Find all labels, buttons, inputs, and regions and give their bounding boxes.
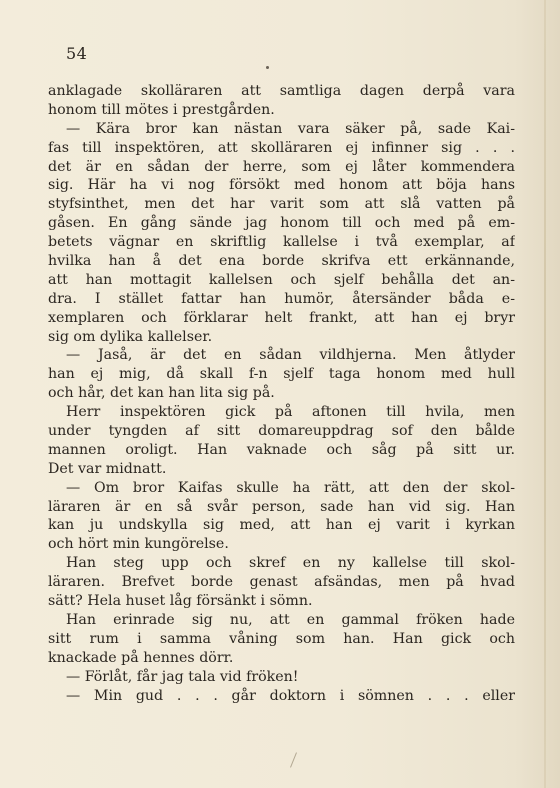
text-line: Han steg upp och skref en ny kallelse till skol- [66,555,515,572]
text-line: att han mottagit kallelsen och sjelf behålla det an- [48,271,515,288]
page-number: 54 [66,44,88,63]
text-line: det är en sådan der herre, som ej låter kommendera [48,158,515,175]
text-line: styfsinthet, men det har varit som att slå vatten på [48,196,515,213]
text-line: anklagade skolläraren att samtliga dagen derpå vara [48,83,515,99]
text-line: betets vägnar en skriftlig kallelse i två exemplar, af [48,234,515,251]
text-line: knackade på hennes dörr. [48,649,234,666]
text-line: och hört min kungörelse. [48,536,229,553]
text-line: Herr inspektören gick på aftonen till hvila, men [66,404,515,421]
text-line: under tyngden af sitt domareuppdrag sof den bålde [48,423,515,440]
text-line: hvilka han å det ena borde skrifva ett erkännande, [48,253,515,270]
text-line: — Min gud . . . går doktorn i sömnen . . . eller [66,687,515,704]
text-line: kan ju undskylla sig med, att han ej varit i kyrkan [48,517,515,534]
text-line: dra. I stället fattar han humör, återsänder båda e- [48,290,515,307]
text-line: han ej mig, då skall f-n sjelf taga honom med hull [48,366,515,383]
text-line: honom till mötes i prestgården. [48,101,275,118]
text-line: sitt rum i samma våning som han. Han gick och [48,630,515,647]
text-line: och hår, det kan han lita sig på. [48,385,275,402]
pencil-mark [290,752,297,767]
text-line: — Kära bror kan nästan vara säker på, sade Kai- [66,120,515,137]
text-line: — Om bror Kaifas skulle ha rätt, att den der skol- [66,479,515,496]
text-line: sig om dylika kallelser. [48,328,213,345]
text-line: — Förlåt, får jag tala vid fröken! [66,668,299,685]
ink-fleck [266,66,269,69]
text-line: läraren. Brefvet borde genast afsändas, men på hvad [48,574,515,591]
text-line: gåsen. En gång sände jag honom till och med på em- [48,215,515,232]
text-line: Det var midnatt. [48,460,167,477]
body-text [48,82,515,705]
text-line: fas till inspektören, att skolläraren ej infinner sig . . . [48,139,515,156]
text-line: mannen oroligt. Han vaknade och såg på sitt ur. [48,441,515,458]
text-line: Han erinrade sig nu, att en gammal fröken hade [66,611,515,628]
text-line: sig. Här ha vi nog försökt med honom att böja hans [48,177,515,194]
text-line: läraren är en så svår person, sade han vid sig. Han [48,498,515,515]
page-edge-shadow [544,0,546,788]
text-line: — Jaså, är det en sådan vildhjerna. Men åtlyder [66,347,515,364]
text-line: xemplaren och förklarar helt frankt, att han ej bryr [48,309,515,326]
text-line: sätt? Hela huset låg försänkt i sömn. [48,593,313,610]
